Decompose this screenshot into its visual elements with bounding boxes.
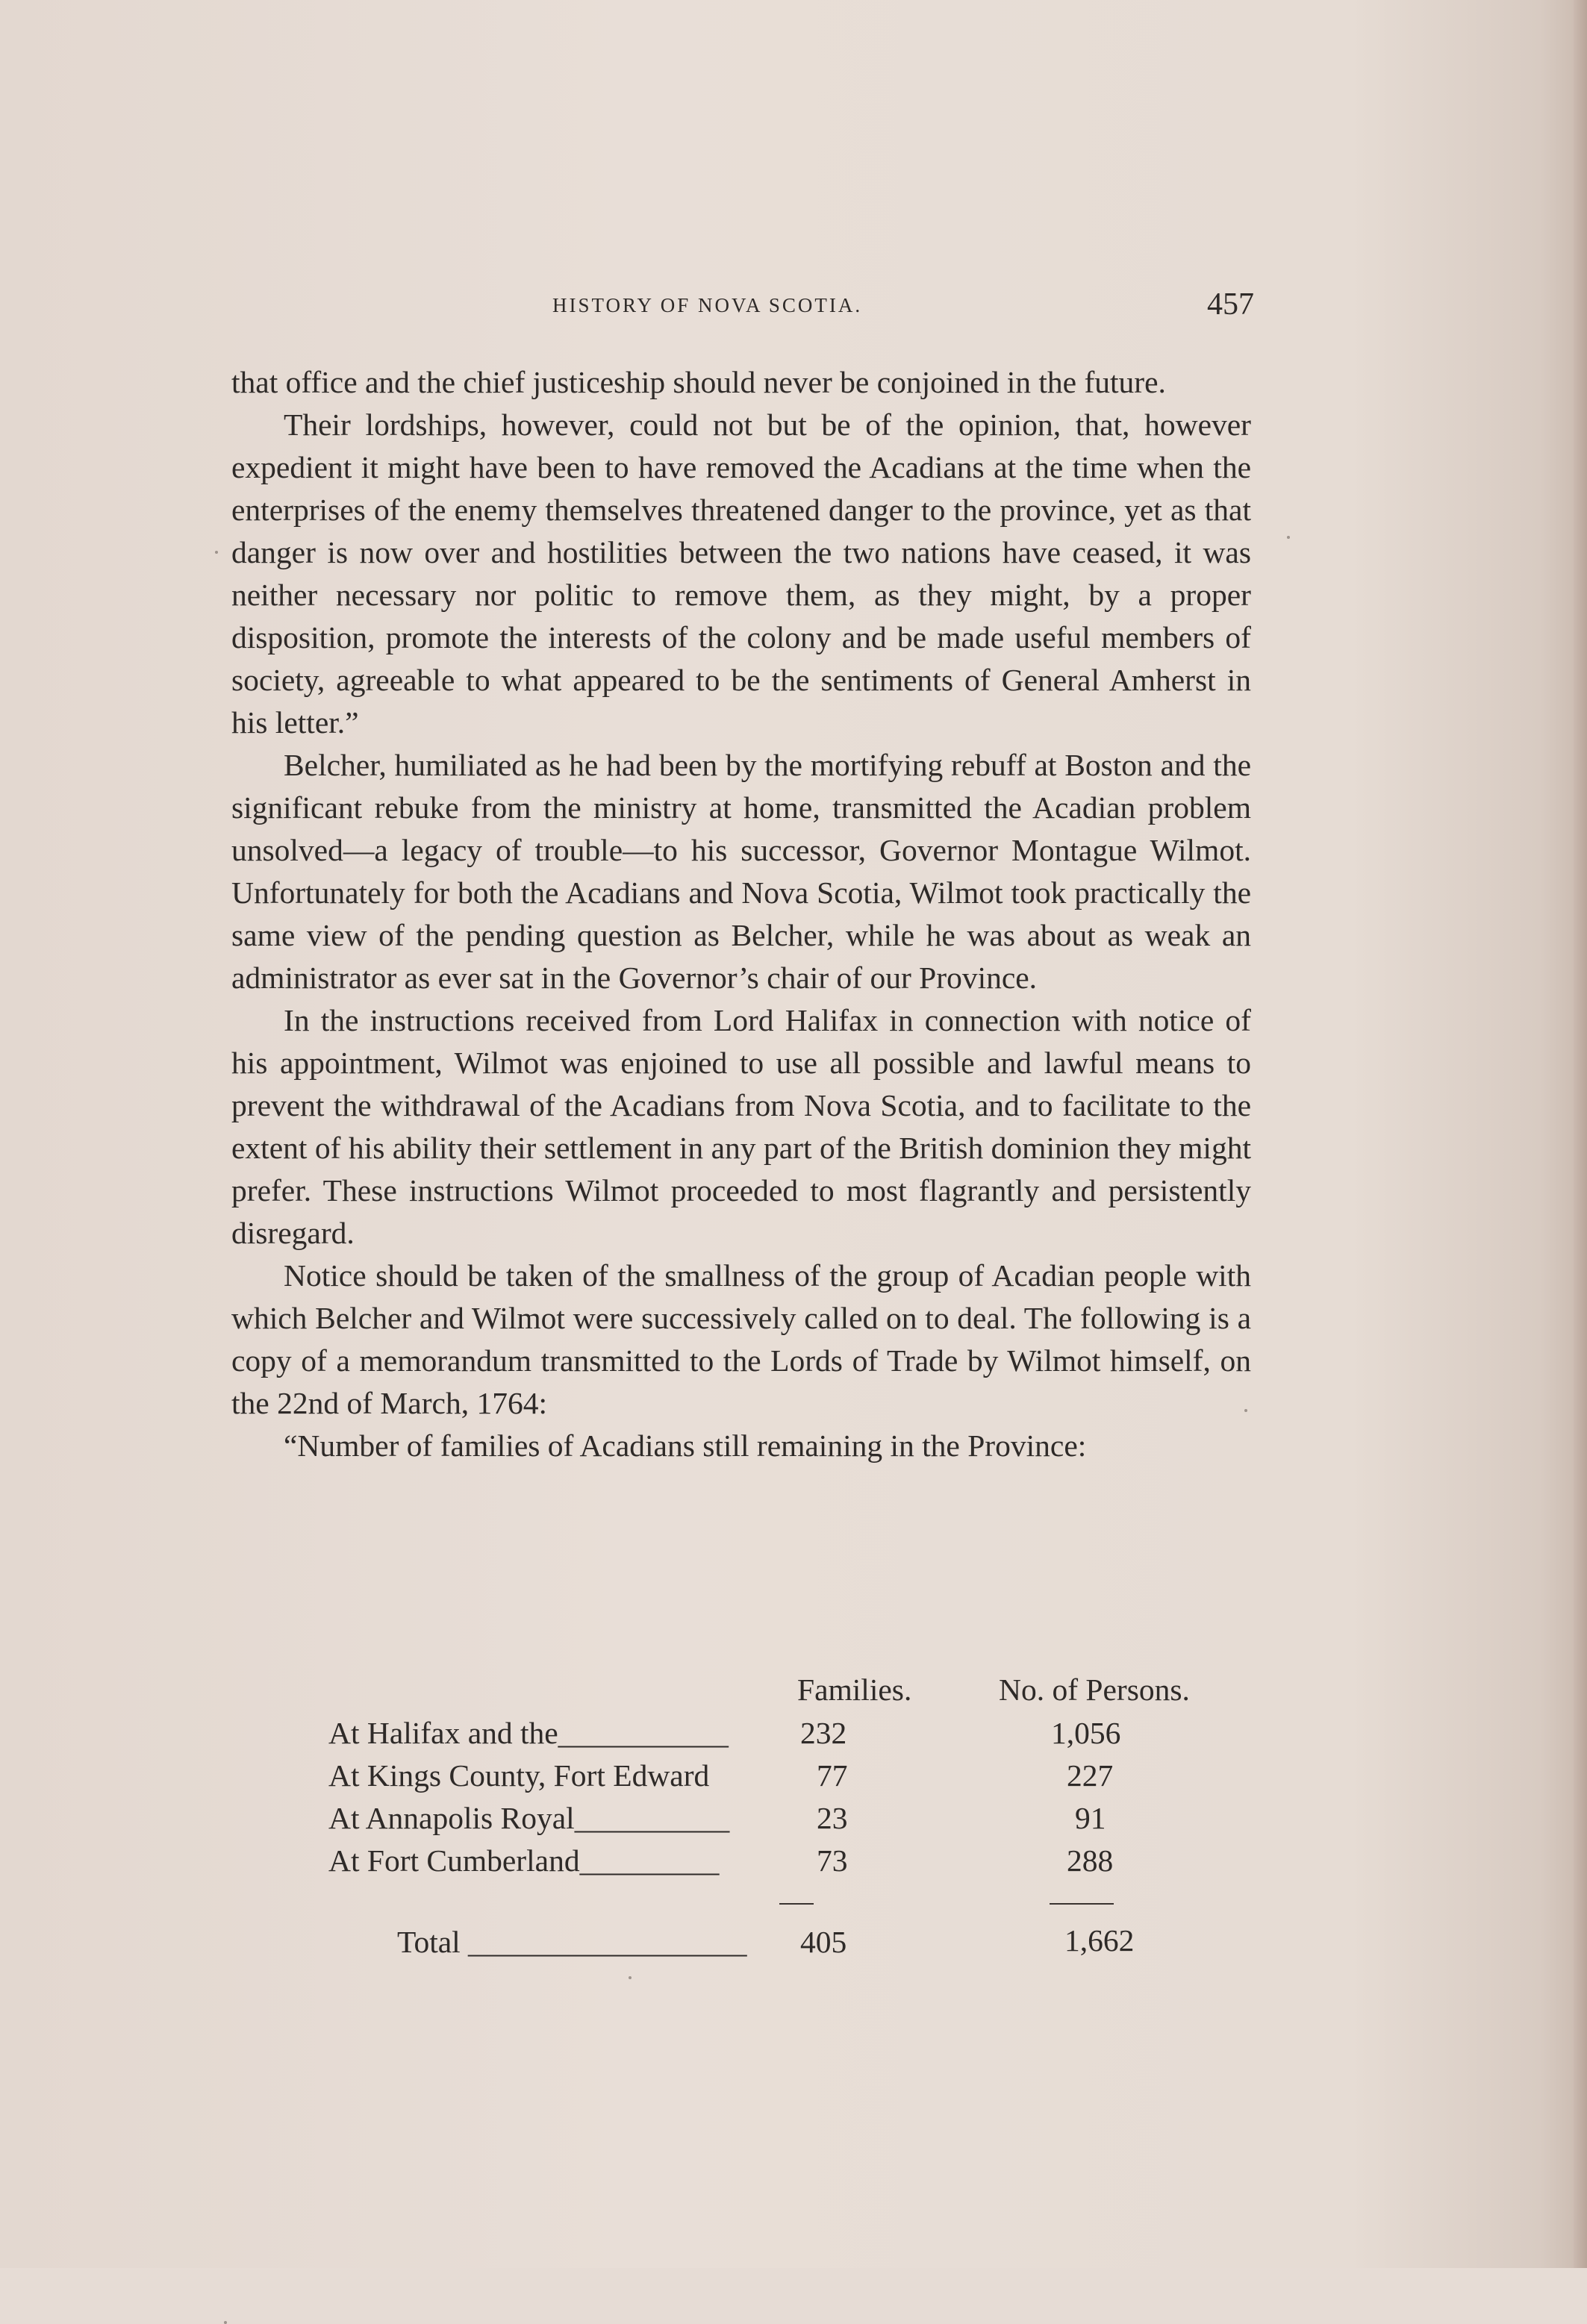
running-head: HISTORY OF NOVA SCOTIA. [552,294,863,316]
paper-speck [215,551,218,554]
row-place: At Kings County, Fort Edward [328,1758,710,1793]
paper-speck [629,1976,632,1979]
acadian-families-table [328,1672,1299,1985]
paragraph: Their lordships, however, could not but be of the opinion, that, however expedient it might have been to have removed the Acadians at the time when the enterprises of the enemy themselves threatened danger to the province, yet as that danger is now over and hostilities between the two nations have ceased, it was neither necessary nor politic to remove them, as they might, by a proper disposition, promote the interests of the colony and be made useful members of society, agreeable to what appeared to be the sentiments of General Amherst in his letter.” [231,407,1251,740]
paper-speck [1244,1409,1247,1412]
row-families: 73 [817,1843,848,1878]
row-persons: 91 [1075,1801,1106,1835]
paper-speck [224,2321,227,2324]
row-persons: 1,056 [1051,1716,1121,1750]
paragraph: that office and the chief justiceship should never be conjoined in the future. [231,365,1166,399]
page-edge [1574,0,1587,2268]
families-sum-rule [779,1903,814,1905]
column-header-persons: No. of Persons. [999,1672,1190,1707]
table-row [328,1800,1299,1843]
row-place: At Halifax and the___________ [328,1716,729,1750]
column-header-families: Families. [797,1672,912,1707]
paper-speck [1287,536,1290,539]
persons-sum-rule [1050,1903,1114,1905]
total-families: 405 [800,1925,847,1959]
page-header [231,287,1254,331]
paragraph: “Number of families of Acadians still remaining in the Province: [284,1428,1087,1463]
total-label: Total __________________ [397,1925,747,1959]
paragraph: Notice should be taken of the smallness of the group of Acadian people with which Belcher and Wilmot were successively called on to deal. The following is a copy of a memorandum transmitted to the Lords of Trade by Wilmot himself, on the 22nd of March, 1764: [231,1258,1251,1420]
row-families: 232 [800,1716,847,1750]
row-families: 77 [817,1758,848,1793]
table-row [328,1843,1299,1885]
paragraph: Belcher, humiliated as he had been by the mortifying rebuff at Boston and the significant rebuke from the ministry at home, transmitted the Acadian problem unsolved—a legacy of trouble—to his successor, Governor Montague Wilmot. Unfortunately for both the Acadians and Nova Scotia, Wilmot took practically the same view of the pending question as Belcher, while he was about as weak an administrator as ever sat in the Governor’s chair of our Province. [231,748,1251,995]
total-persons: 1,662 [1064,1923,1135,1958]
row-place: At Fort Cumberland_________ [328,1843,720,1878]
row-place: At Annapolis Royal__________ [328,1801,730,1835]
table-row [328,1758,1299,1800]
page-number: 457 [1207,287,1254,322]
row-persons: 288 [1067,1843,1114,1878]
row-persons: 227 [1067,1758,1114,1793]
row-families: 23 [817,1801,848,1835]
body-text [231,361,1251,1467]
paragraph: In the instructions received from Lord Halifax in connection with notice of his appointment, Wilmot was enjoined to use all possible and lawful means to prevent the withdrawal of the Acadians from Nova Scotia, and to facilitate to the extent of his ability their settlement in any part of the British dominion they might prefer. These instructions Wilmot proceeded to most flagrantly and persistently disregard. [231,1003,1251,1250]
